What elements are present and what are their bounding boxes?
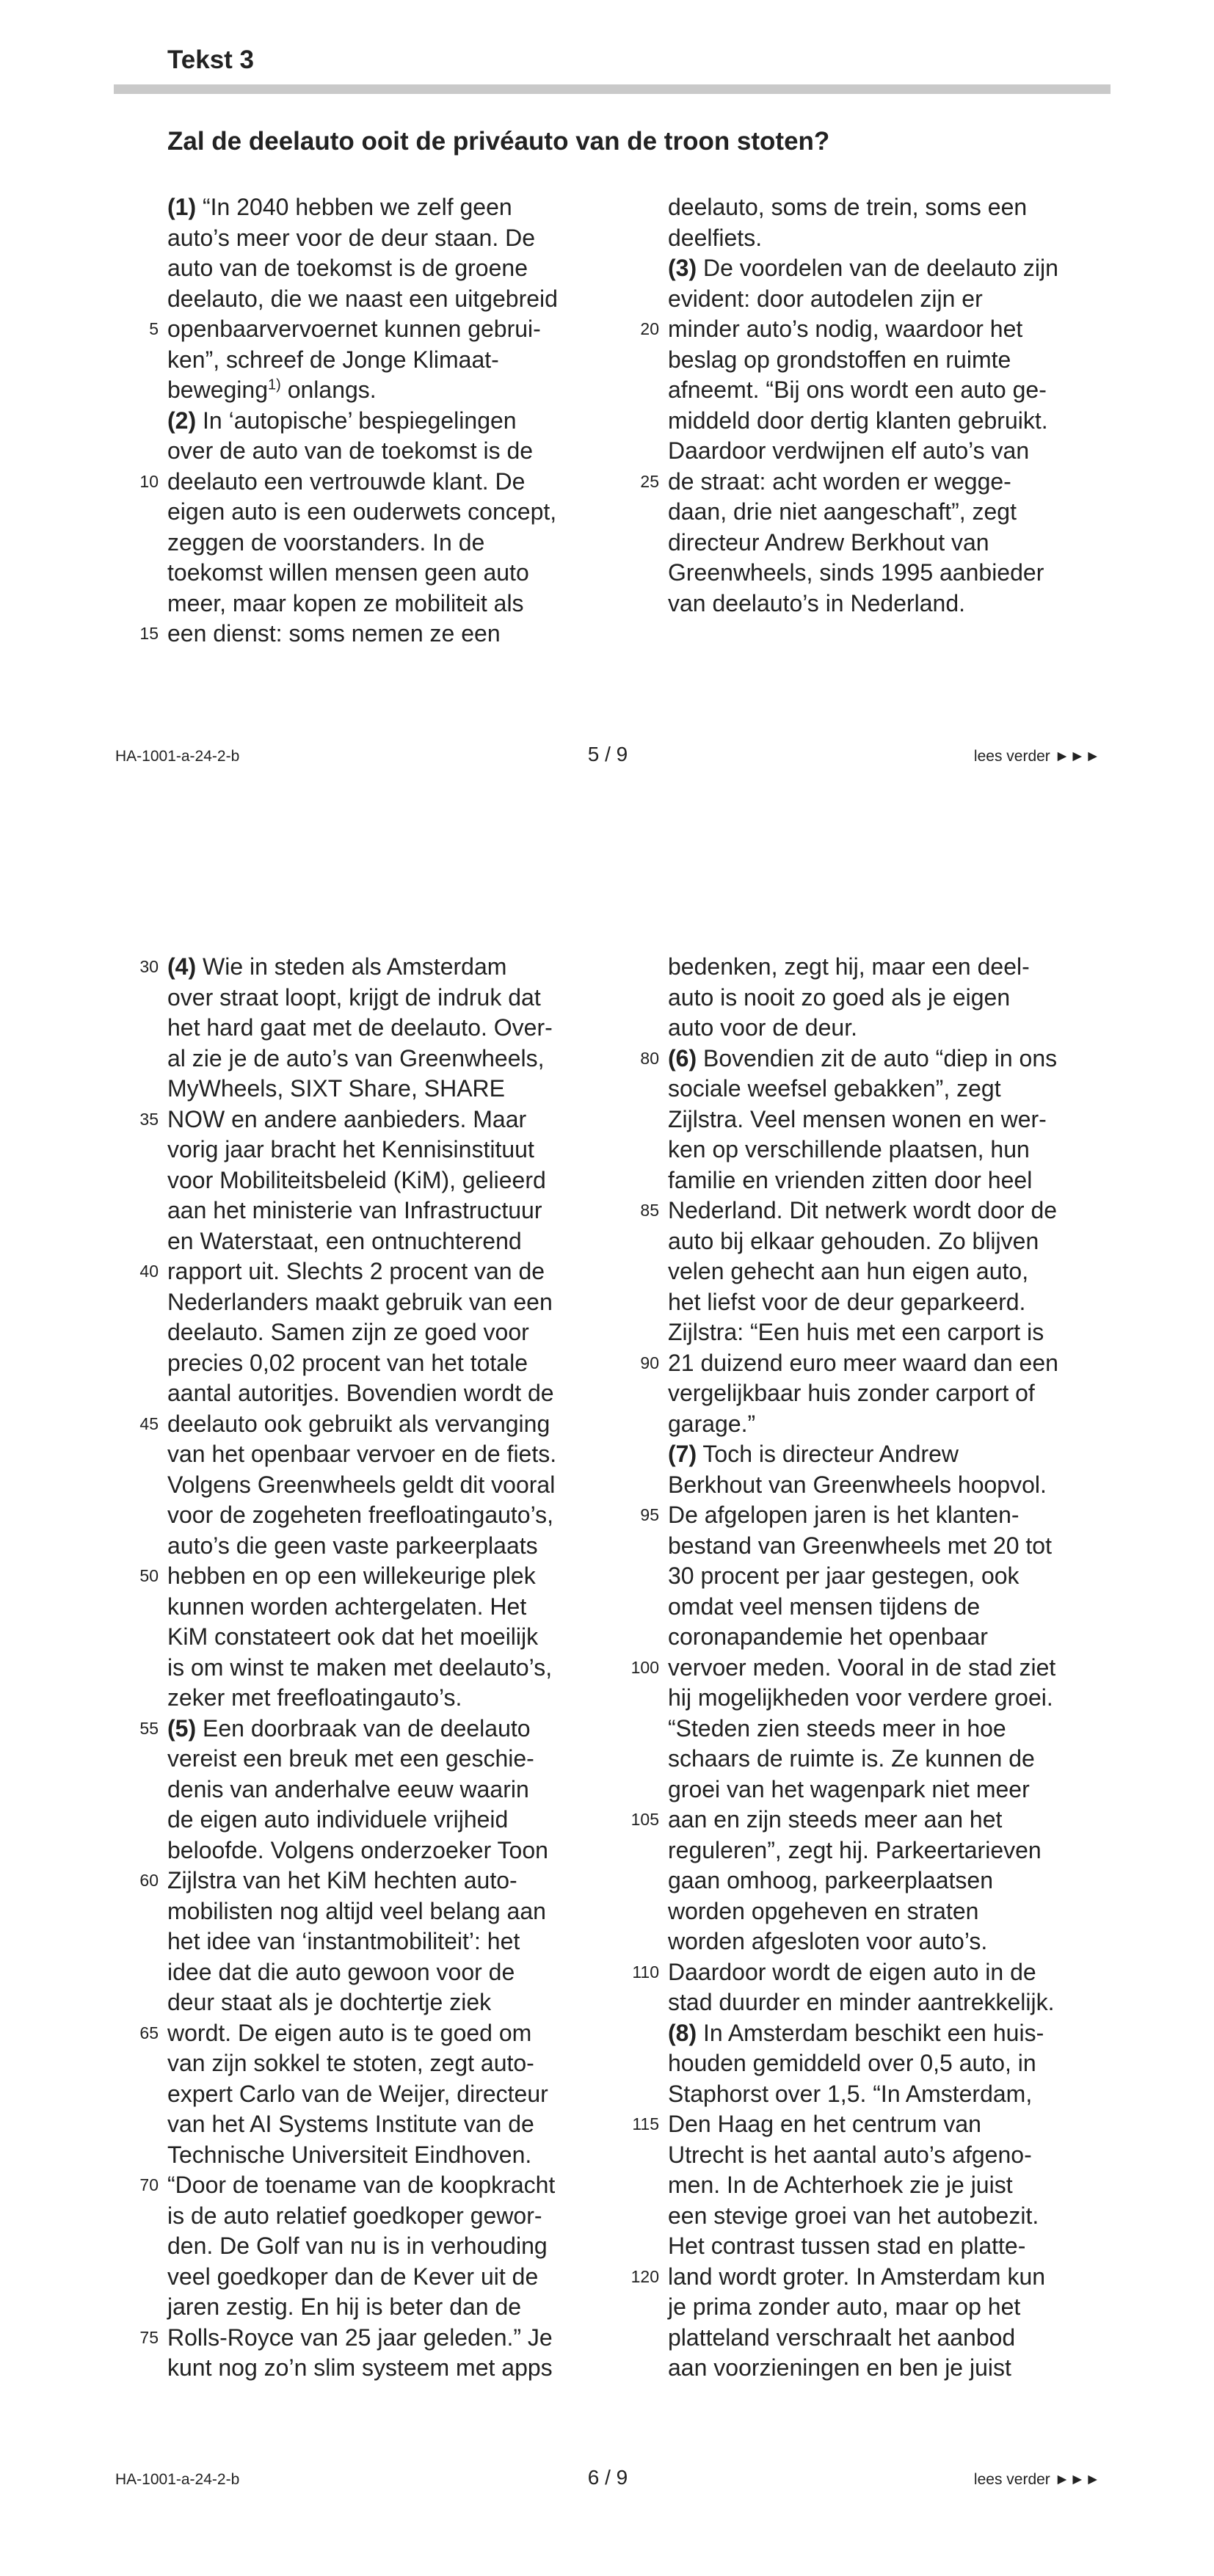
page1-continue-note: lees verder ►►►: [973, 748, 1100, 765]
line-text: platteland verschraalt het aanbod: [668, 2324, 1016, 2351]
line-text: houden gemiddeld over 0,5 auto, in: [668, 2050, 1036, 2076]
text-line: [167, 1348, 608, 1379]
line-text: “Steden zien steeds meer in hoe: [668, 1714, 1006, 1742]
text-line: [167, 2353, 608, 2384]
text-line: [167, 1226, 608, 1257]
text-line: [640, 1044, 1108, 1074]
line-number: 15: [139, 624, 159, 643]
text-line: [630, 1653, 1108, 1684]
line-text: directeur Andrew Berkhout van: [668, 528, 989, 556]
line-text: auto’s die geen vaste parkeerplaats: [167, 1532, 538, 1559]
page2-column-right: [630, 952, 1108, 2384]
line-text: hij mogelijkheden voor verdere groei.: [668, 1684, 1053, 1711]
line-text: Zijlstra van het KiM hechten auto-: [167, 1867, 517, 1893]
text-line: [668, 1683, 1108, 1714]
text-line: [640, 467, 1108, 498]
line-text: een dienst: soms nemen ze een: [167, 620, 501, 647]
line-text: deelauto ook gebruikt als vervanging: [167, 1410, 550, 1437]
line-text: kunnen worden achtergelaten. Het: [167, 1593, 527, 1620]
line-text: precies 0,02 procent van het totale: [167, 1349, 528, 1376]
line-text: jaren zestig. En hij is beter dan de: [167, 2293, 522, 2320]
footnote-marker: 1): [268, 376, 281, 393]
text-line: [668, 983, 1108, 1014]
line-text: voor de zogeheten freefloatingauto’s,: [167, 1502, 554, 1528]
line-text: MyWheels, SIXT Share, SHARE: [167, 1075, 505, 1102]
text-line: [167, 1074, 608, 1105]
line-text: deur staat als je dochtertje ziek: [167, 1989, 492, 2015]
text-line: [630, 1805, 1108, 1835]
line-number: 95: [640, 1505, 659, 1524]
article-title: Zal de deelauto ooit de privéauto van de troon stoten?: [167, 127, 830, 156]
line-text: van deelauto’s in Nederland.: [668, 589, 966, 616]
text-line: [139, 1866, 608, 1896]
line-text: Den Haag en het centrum van: [668, 2111, 981, 2137]
line-number: 55: [139, 1718, 159, 1738]
text-line: [139, 2018, 608, 2049]
text-line: [668, 2170, 1108, 2201]
text-line: [167, 1987, 608, 2018]
text-line: [668, 1531, 1108, 1562]
line-text: De afgelopen jaren is het klanten-: [668, 1502, 1019, 1528]
line-text: ken”, schreef de Jonge Klimaat-: [167, 346, 499, 373]
text-line: [139, 619, 608, 650]
text-line: [668, 2323, 1108, 2354]
text-line: [668, 589, 1108, 619]
text-line: [632, 2109, 1108, 2140]
text-line: [668, 1622, 1108, 1653]
line-text: aan voorzieningen en ben je juist: [668, 2354, 1011, 2381]
line-text: auto voor de deur.: [668, 1014, 857, 1041]
text-line: [668, 1256, 1108, 1287]
line-text: Het contrast tussen stad en platte-: [668, 2233, 1026, 2259]
text-line: [668, 1409, 1108, 1440]
text-line: [668, 2140, 1108, 2171]
text-line: [167, 1500, 608, 1531]
line-text: de eigen auto individuele vrijheid: [167, 1806, 509, 1833]
text-line: [668, 1317, 1108, 1348]
line-text: beslag op grondstoffen en ruimte: [668, 346, 1011, 373]
text-line: [167, 1683, 608, 1714]
text-line: [167, 2109, 608, 2140]
text-line: [668, 436, 1108, 467]
line-text: over straat loopt, krijgt de indruk dat: [167, 983, 541, 1011]
text-line: [139, 952, 608, 983]
line-text: In ‘autopische’ bespiegelingen: [196, 407, 517, 434]
text-line: [668, 2353, 1108, 2384]
section-divider: [114, 84, 1111, 94]
text-line: [167, 1775, 608, 1805]
line-text: vereist een breuk met een geschie-: [167, 1745, 534, 1772]
line-number: 40: [139, 1262, 159, 1281]
line-text: deelauto. Samen zijn ze goed voor: [167, 1319, 529, 1345]
text-line: [149, 314, 608, 345]
text-line: [668, 1439, 1108, 1470]
text-line: [167, 2231, 608, 2262]
text-line: [167, 983, 608, 1014]
line-text: je prima zonder auto, maar op het: [668, 2293, 1021, 2320]
line-text: eigen auto is een ouderwets concept,: [167, 498, 557, 525]
text-line: [640, 1196, 1108, 1226]
line-text: Staphorst over 1,5. “In Amsterdam,: [668, 2080, 1033, 2107]
line-number: 70: [139, 2175, 159, 2194]
text-line: [668, 528, 1108, 559]
text-line: [167, 1165, 608, 1196]
line-text: coronapandemie het openbaar: [668, 1623, 988, 1650]
text-line: [668, 375, 1108, 406]
line-text: middeld door dertig klanten gebruikt.: [668, 407, 1048, 434]
text-line: [167, 223, 608, 254]
text-line: [139, 467, 608, 498]
text-line: [668, 1866, 1108, 1896]
page1-column-left: [139, 192, 608, 650]
paragraph-number: (2): [167, 407, 197, 434]
text-line: [139, 1561, 608, 1592]
text-line: [167, 406, 608, 437]
text-line: [167, 1196, 608, 1226]
line-number: 45: [139, 1413, 159, 1433]
text-line: [167, 2140, 608, 2171]
text-line: [640, 314, 1108, 345]
text-line: [139, 1409, 608, 1440]
line-text: mobilisten nog altijd veel belang aan: [167, 1897, 546, 1924]
line-text: reguleren”, zegt hij. Parkeertarieven: [668, 1836, 1042, 1863]
text-line: [668, 1470, 1108, 1501]
paragraph-number: (4): [167, 953, 197, 980]
line-text: Rolls-Royce van 25 jaar geleden.” Je: [167, 2324, 553, 2351]
text-line: [167, 375, 608, 406]
line-text: expert Carlo van de Weijer, directeur: [167, 2080, 548, 2107]
line-text: NOW en andere aanbieders. Maar: [167, 1105, 527, 1132]
line-text: aan het ministerie van Infrastructuur: [167, 1197, 542, 1223]
text-line: [167, 253, 608, 284]
line-text: Wie in steden als Amsterdam: [196, 953, 507, 980]
line-text: zeggen de voorstanders. In de: [167, 528, 485, 556]
text-line: [668, 2079, 1108, 2110]
text-line: [167, 1835, 608, 1866]
line-text: aantal autoritjes. Bovendien wordt de: [167, 1380, 554, 1406]
paragraph-number: (7): [668, 1441, 697, 1467]
line-number: 20: [640, 319, 659, 338]
text-line: [167, 1592, 608, 1623]
line-text: “Door de toename van de koopkracht: [167, 2172, 556, 2198]
text-line: [632, 1957, 1108, 1988]
line-number: 75: [139, 2327, 159, 2347]
line-text: het hard gaat met de deelauto. Over-: [167, 1014, 553, 1041]
text-line: [668, 1896, 1108, 1927]
text-line: [167, 1317, 608, 1348]
text-line: [167, 284, 608, 315]
line-number: 60: [139, 1871, 159, 1890]
text-line: [167, 1805, 608, 1835]
text-line: [167, 589, 608, 619]
text-line: [668, 2201, 1108, 2232]
page1-column-right: [640, 192, 1108, 619]
line-text-after: onlangs.: [280, 376, 377, 403]
line-number: 110: [632, 1962, 659, 1982]
text-line: [668, 2231, 1108, 2262]
page2-page-number: 6 / 9: [587, 2466, 628, 2489]
line-text: land wordt groter. In Amsterdam kun: [668, 2263, 1046, 2290]
line-text: Volgens Greenwheels geldt dit vooral: [167, 1471, 556, 1498]
line-text: omdat veel mensen tijdens de: [668, 1593, 981, 1620]
text-line: [668, 1105, 1108, 1135]
text-line: [668, 1287, 1108, 1318]
line-number: 90: [640, 1353, 659, 1372]
text-line: [167, 1287, 608, 1318]
line-text: beloofde. Volgens onderzoeker Toon: [167, 1836, 548, 1863]
text-line: [167, 1439, 608, 1470]
text-line: [668, 1074, 1108, 1105]
line-text: den. De Golf van nu is in verhouding: [167, 2233, 548, 2259]
line-text: auto van de toekomst is de groene: [167, 255, 528, 281]
section-title: Tekst 3: [167, 46, 255, 74]
text-line: [668, 253, 1108, 284]
line-text: Technische Universiteit Eindhoven.: [167, 2141, 532, 2168]
line-text: familie en vrienden zitten door heel: [668, 1166, 1033, 1193]
text-line: [167, 2201, 608, 2232]
line-text: het liefst voor de deur geparkeerd.: [668, 1288, 1026, 1315]
text-line: [167, 1135, 608, 1165]
line-text: het idee van ‘instantmobiliteit’: het: [167, 1928, 520, 1954]
text-line: [668, 284, 1108, 315]
text-line: [167, 1378, 608, 1409]
line-number: 30: [139, 957, 159, 976]
text-line: [167, 1896, 608, 1927]
line-text: Zijlstra. Veel mensen wonen en wer-: [668, 1105, 1047, 1132]
line-text: vorig jaar bracht het Kennisinstituut: [167, 1136, 534, 1163]
text-line: [167, 1470, 608, 1501]
text-line: [167, 497, 608, 528]
text-line: [630, 2262, 1108, 2293]
text-line: [668, 2292, 1108, 2323]
text-line: [668, 1835, 1108, 1866]
line-text: deelauto, soms de trein, soms een: [668, 194, 1028, 220]
line-text: wordt. De eigen auto is te goed om: [167, 2019, 532, 2046]
line-number: 35: [139, 1109, 159, 1129]
line-text: evident: door autodelen zijn er: [668, 285, 983, 312]
text-line: [668, 497, 1108, 528]
line-text: minder auto’s nodig, waardoor het: [668, 316, 1023, 342]
line-text: De voordelen van de deelauto zijn: [697, 255, 1058, 281]
line-text: Toch is directeur Andrew: [697, 1441, 959, 1467]
text-line: [668, 1013, 1108, 1044]
text-line: [668, 952, 1108, 983]
line-text: Nederlanders maakt gebruik van een: [167, 1288, 553, 1315]
text-line: [668, 1714, 1108, 1744]
line-text: openbaarvervoernet kunnen gebrui-: [167, 316, 541, 342]
line-number: 50: [139, 1566, 159, 1585]
text-line: [167, 192, 608, 223]
text-line: [139, 1256, 608, 1287]
line-text: velen gehecht aan hun eigen auto,: [668, 1258, 1029, 1284]
line-text: beweging: [167, 376, 268, 403]
line-text: is de auto relatief goedkoper gewor-: [167, 2202, 542, 2229]
text-line: [668, 406, 1108, 437]
text-line: [668, 2018, 1108, 2049]
text-line: [139, 2323, 608, 2354]
text-line: [139, 1714, 608, 1744]
text-line: [668, 2048, 1108, 2079]
line-text: auto bij elkaar gehouden. Zo blijven: [668, 1227, 1039, 1254]
line-number: 120: [630, 2266, 659, 2286]
page1-page-number: 5 / 9: [587, 743, 628, 765]
line-text: groei van het wagenpark niet meer: [668, 1775, 1030, 1802]
line-text: garage.”: [668, 1410, 756, 1437]
text-line: [167, 2292, 608, 2323]
line-text: denis van anderhalve eeuw waarin: [167, 1775, 529, 1802]
line-text: Daardoor wordt de eigen auto in de: [668, 1958, 1036, 1985]
line-text: deelfiets.: [668, 224, 763, 251]
text-line: [668, 558, 1108, 589]
page2-continue-note: lees verder ►►►: [973, 2471, 1100, 2488]
text-line: [167, 1044, 608, 1074]
line-text: Greenwheels, sinds 1995 aanbieder: [668, 559, 1044, 586]
line-text: vervoer meden. Vooral in de stad ziet: [668, 1653, 1056, 1681]
text-line: [167, 1013, 608, 1044]
line-text: ken op verschillende plaatsen, hun: [668, 1136, 1030, 1163]
line-number: 85: [640, 1201, 659, 1220]
line-text: kunt nog zo’n slim systeem met apps: [167, 2354, 553, 2381]
line-text: “In 2040 hebben we zelf geen: [196, 194, 512, 220]
text-line: [668, 1592, 1108, 1623]
text-line: [640, 1500, 1108, 1531]
line-text: daan, drie niet aangeschaft”, zegt: [668, 498, 1017, 525]
line-text: toekomst willen mensen geen auto: [167, 559, 529, 586]
text-line: [668, 1165, 1108, 1196]
line-text: Utrecht is het aantal auto’s afgeno-: [668, 2141, 1032, 2168]
text-line: [167, 2079, 608, 2110]
line-number: 100: [630, 1657, 659, 1677]
line-text: KiM constateert ook dat het moeilijk: [167, 1623, 539, 1650]
text-line: [668, 223, 1108, 254]
line-text: sociale weefsel gebakken”, zegt: [668, 1075, 1001, 1102]
line-text: stad duurder en minder aantrekkelijk.: [668, 1989, 1055, 2015]
line-text: de straat: acht worden er wegge-: [668, 467, 1011, 495]
paragraph-number: (5): [167, 1714, 197, 1742]
line-text: Een doorbraak van de deelauto: [196, 1714, 531, 1742]
line-text: Zijlstra: “Een huis met een carport is: [668, 1319, 1044, 1345]
line-text: voor Mobiliteitsbeleid (KiM), gelieerd: [167, 1166, 546, 1193]
line-text: afneemt. “Bij ons wordt een auto ge-: [668, 376, 1047, 403]
line-number: 115: [632, 2114, 659, 2133]
line-text: zeker met freefloatingauto’s.: [167, 1684, 462, 1711]
line-text: Bovendien zit de auto “diep in ons: [697, 1044, 1058, 1071]
text-line: [167, 1957, 608, 1988]
line-text: idee dat die auto gewoon voor de: [167, 1958, 515, 1985]
line-text: deelauto een vertrouwde klant. De: [167, 467, 526, 495]
line-text: al zie je de auto’s van Greenwheels,: [167, 1044, 545, 1071]
line-text: van het AI Systems Institute van de: [167, 2111, 534, 2137]
text-line: [167, 436, 608, 467]
line-number: 5: [149, 319, 159, 338]
text-line: [167, 528, 608, 559]
line-text: is om winst te maken met deelauto’s,: [167, 1653, 553, 1681]
text-line: [167, 2262, 608, 2293]
line-text: 21 duizend euro meer waard dan een: [668, 1349, 1058, 1376]
text-line: [167, 2048, 608, 2079]
line-text: over de auto van de toekomst is de: [167, 437, 534, 464]
line-text: deelauto, die we naast een uitgebreid: [167, 285, 558, 312]
text-line: [668, 1378, 1108, 1409]
page1-footer-code: HA-1001-a-24-2-b: [115, 748, 240, 765]
text-line: [167, 1744, 608, 1775]
line-text: In Amsterdam beschikt een huis-: [697, 2019, 1044, 2046]
text-line: [167, 345, 608, 376]
text-line: [668, 1561, 1108, 1592]
text-line: [167, 1531, 608, 1562]
text-line: [668, 345, 1108, 376]
line-number: 25: [640, 471, 659, 491]
line-text: Daardoor verdwijnen elf auto’s van: [668, 437, 1030, 464]
text-line: [640, 1348, 1108, 1379]
line-text: en Waterstaat, een ontnuchterend: [167, 1227, 522, 1254]
line-text: Berkhout van Greenwheels hoopvol.: [668, 1471, 1047, 1498]
text-line: [668, 1775, 1108, 1805]
line-number: 65: [139, 2023, 159, 2042]
line-text: worden afgesloten voor auto’s.: [668, 1928, 988, 1954]
line-text: 30 procent per jaar gestegen, ook: [668, 1562, 1019, 1589]
text-line: [668, 1135, 1108, 1165]
line-text: hebben en op een willekeurige plek: [167, 1562, 536, 1589]
line-number: 105: [630, 1810, 659, 1829]
line-text: Nederland. Dit netwerk wordt door de: [668, 1197, 1058, 1223]
text-line: [668, 192, 1108, 223]
text-line: [167, 1926, 608, 1957]
text-line: [668, 1226, 1108, 1257]
line-text: van zijn sokkel te stoten, zegt auto-: [167, 2050, 534, 2076]
line-text: auto’s meer voor de deur staan. De: [167, 224, 536, 251]
text-line: [167, 1653, 608, 1684]
paragraph-number: (6): [668, 1044, 697, 1071]
line-text: meer, maar kopen ze mobiliteit als: [167, 589, 524, 616]
line-text: aan en zijn steeds meer aan het: [668, 1806, 1003, 1833]
line-text: bestand van Greenwheels met 20 tot: [668, 1532, 1052, 1559]
line-number: 10: [139, 471, 159, 491]
line-text: auto is nooit zo goed als je eigen: [668, 983, 1011, 1011]
page2-footer-code: HA-1001-a-24-2-b: [115, 2471, 240, 2488]
line-text: worden opgeheven en straten: [668, 1897, 979, 1924]
text-line: [668, 1987, 1108, 2018]
line-text: een stevige groei van het autobezit.: [668, 2202, 1039, 2229]
paragraph-number: (8): [668, 2019, 697, 2046]
line-text: gaan omhoog, parkeerplaatsen: [668, 1867, 993, 1893]
line-text: van het openbaar vervoer en de fiets.: [167, 1441, 557, 1467]
line-text: schaars de ruimte is. Ze kunnen de: [668, 1745, 1035, 1772]
text-line: [668, 1926, 1108, 1957]
line-text: veel goedkoper dan de Kever uit de: [167, 2263, 539, 2290]
line-text: vergelijkbaar huis zonder carport of: [668, 1380, 1035, 1406]
line-text: bedenken, zegt hij, maar een deel-: [668, 953, 1030, 980]
paragraph-number: (1): [167, 194, 197, 220]
line-number: 80: [640, 1048, 659, 1068]
text-line: [139, 2170, 608, 2201]
paragraph-number: (3): [668, 255, 697, 281]
page2-column-left: [139, 952, 608, 2384]
line-text: men. In de Achterhoek zie je juist: [668, 2172, 1013, 2198]
text-line: [139, 1105, 608, 1135]
text-line: [668, 1744, 1108, 1775]
text-line: [167, 1622, 608, 1653]
text-line: [167, 558, 608, 589]
line-text: rapport uit. Slechts 2 procent van de: [167, 1258, 545, 1284]
